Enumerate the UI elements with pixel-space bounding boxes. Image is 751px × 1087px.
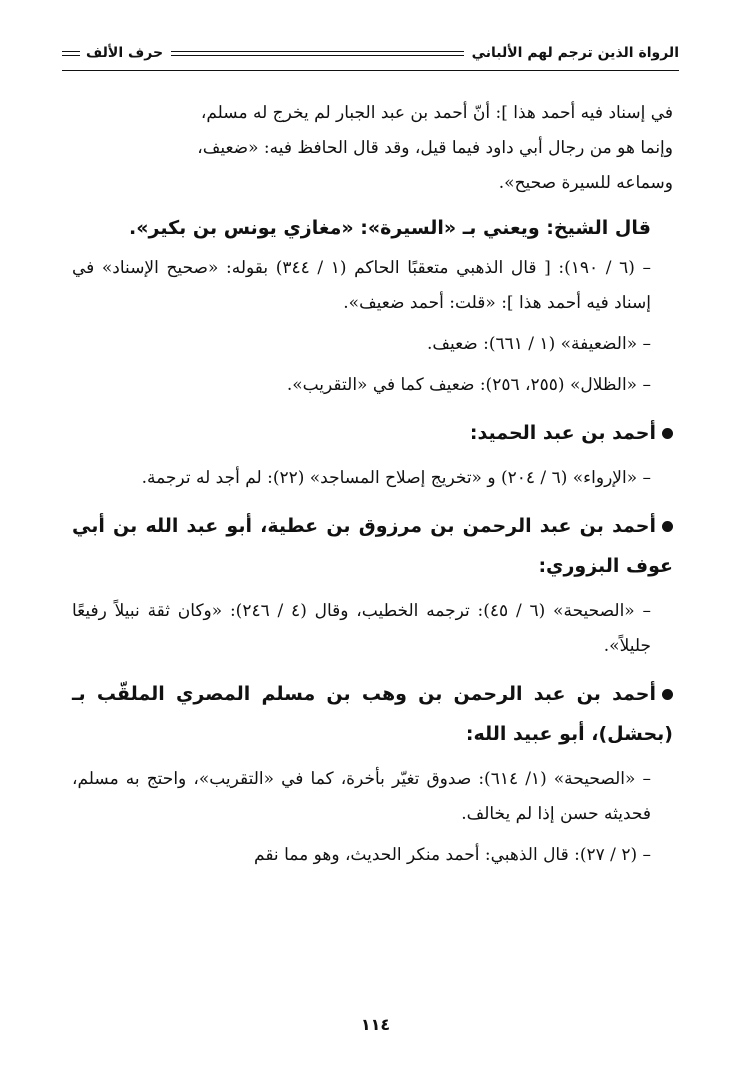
bullet-icon: [662, 689, 673, 700]
shaykh-heading: قال الشيخ: ويعني بـ «السيرة»: «مغازي يونس بن بكير».: [129, 217, 651, 239]
page-number: ١١٤: [360, 1015, 391, 1034]
narrator-item: – «الصحيحة» (٦ / ٤٥): ترجمه الخطيب، وقال (٤ / ٢٤٦): «وكان ثقة نبيلاً رفيعًا جليلاً».: [72, 601, 651, 656]
intro-paragraph: [72, 96, 673, 201]
header-double-rule: [171, 51, 463, 56]
running-header-section: حرف الألف: [86, 45, 164, 61]
narrator-item: – «الصحيحة» (١/ ٦١٤): صدوق تغيّر بأخرة، كما في «التقريب»، واحتج به مسلم، فحديثه حسن إذا لم يخالف.: [72, 769, 651, 824]
bullet-icon: [662, 428, 673, 439]
narrator-name: أحمد بن عبد الرحمن بن مرزوق بن عطية، أبو عبد الله بن أبي عوف البزوري:: [72, 515, 673, 577]
narrator-name: أحمد بن عبد الرحمن بن وهب بن مسلم المصري الملقّب بـ (بحشل)، أبو عبيد الله:: [72, 683, 673, 745]
narrator-entry-heading: [72, 413, 673, 453]
header-end-mark: [62, 51, 80, 56]
narrator-name: أحمد بن عبد الحميد:: [469, 422, 656, 444]
narrator-entry-heading: [72, 506, 673, 586]
intro-line: وسماعه للسيرة صحيح».: [498, 173, 673, 193]
page-content: [72, 96, 673, 873]
running-header: [62, 38, 679, 68]
shaykh-item: – (٦ / ١٩٠): [ قال الذهبي متعقبًا الحاكم (١ / ٣٤٤) بقوله: «صحيح الإسناد» في إسناد فيه أحمد هذا ]: «قلت: أحمد ضعيف».: [72, 258, 651, 313]
narrator-item: – (٢ / ٢٧): قال الذهبي: أحمد منكر الحديث، وهو مما نقم: [254, 845, 651, 865]
intro-line: وإنما هو من رجال أبي داود فيما قيل، وقد قال الحافظ فيه: «ضعيف،: [197, 138, 673, 158]
narrator-entry-heading: [72, 674, 673, 754]
running-header-title: الرواة الذين ترجم لهم الألباني: [471, 45, 679, 61]
narrator-item: – «الإرواء» (٦ / ٢٠٤) و «تخريج إصلاح المساجد» (٢٢): لم أجد له ترجمة.: [141, 468, 651, 488]
intro-line: في إسناد فيه أحمد هذا ]: أنّ أحمد بن عبد الجبار لم يخرج له مسلم،: [200, 103, 673, 123]
shaykh-item: – «الظلال» (٢٥٥، ٢٥٦): ضعيف كما في «التقريب».: [286, 375, 651, 395]
bullet-icon: [662, 521, 673, 532]
shaykh-item: – «الضعيفة» (١ / ٦٦١): ضعيف.: [426, 334, 651, 354]
header-divider: [62, 70, 679, 71]
